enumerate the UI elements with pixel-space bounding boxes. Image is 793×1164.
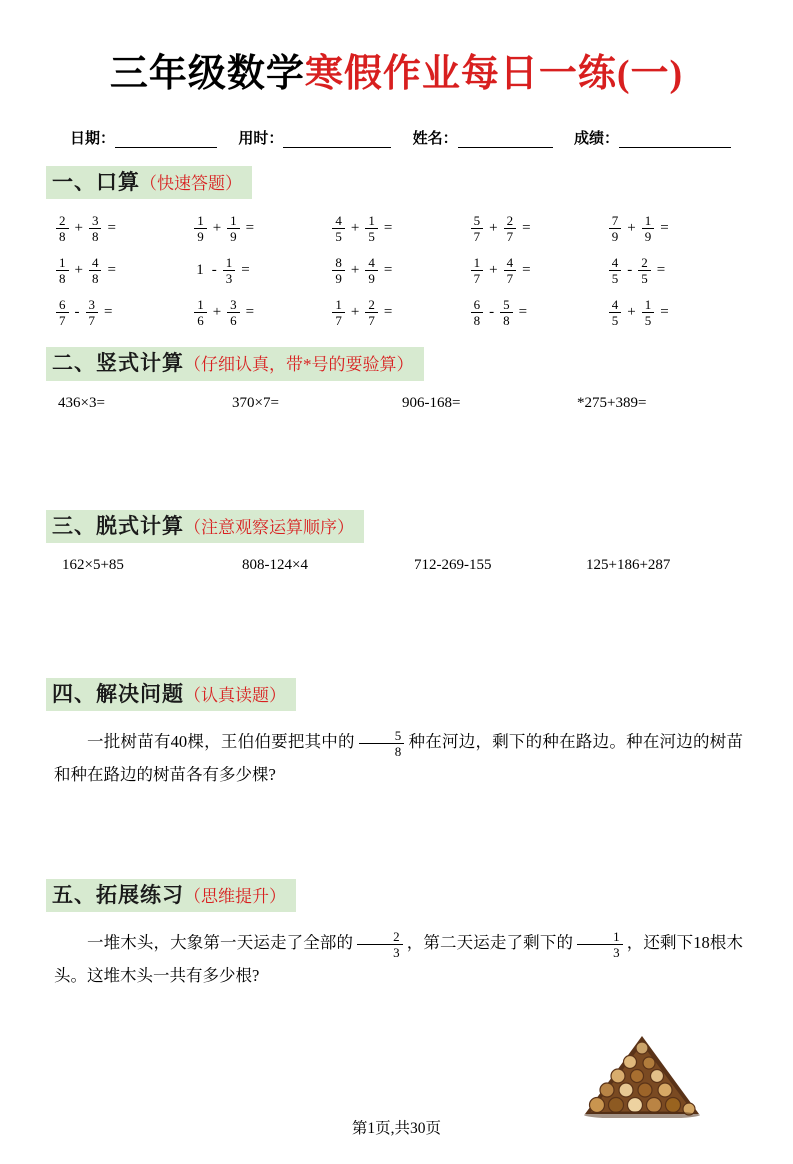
equals: = — [518, 303, 528, 320]
vertical-problem: 370×7= — [232, 394, 279, 411]
oral-item — [607, 211, 745, 245]
fraction: $\frac{6}{7}$ — [56, 298, 69, 327]
equals: = — [522, 261, 531, 278]
fraction: $\frac{1}{7}$ — [471, 256, 484, 285]
fraction: $\frac{5}{8}$ — [500, 298, 513, 327]
score-label: 成绩： — [573, 131, 619, 147]
name-label: 姓名： — [412, 131, 458, 147]
equals: = — [660, 219, 669, 236]
fraction: $\frac{1}{9}$ — [194, 214, 207, 243]
score-blank[interactable] — [619, 133, 731, 148]
tuoshi-problem: 125+186+287 — [586, 556, 671, 573]
oral-item — [54, 211, 192, 245]
worksheet-page — [0, 42, 793, 1164]
section-3-number: 三、脱式计算 — [52, 513, 184, 538]
fraction: $\frac{1}{9}$ — [227, 214, 240, 243]
page-title — [44, 42, 749, 97]
equals: = — [107, 219, 116, 236]
name-blank[interactable] — [458, 133, 553, 148]
tuoshi-problem: 808-124×4 — [242, 556, 308, 573]
oral-item — [469, 253, 607, 287]
woodpile-icon — [577, 1026, 707, 1118]
oral-item — [469, 211, 607, 245]
oral-item — [607, 295, 745, 329]
section-2-header-wrap — [44, 347, 749, 380]
operator: + — [74, 219, 83, 236]
section-5-hint: （思维提升） — [184, 887, 286, 906]
section-1-number: 一、口算 — [52, 170, 140, 194]
oral-item — [192, 211, 330, 245]
name-field[interactable] — [413, 127, 553, 148]
section-2-hint: （仔细认真，带*号的要验算） — [184, 355, 414, 375]
operator: + — [489, 261, 498, 278]
time-field[interactable] — [238, 127, 391, 148]
oral-item — [330, 211, 468, 245]
section-4-number: 四、解决问题 — [52, 681, 184, 706]
operator: - — [627, 261, 633, 278]
fraction: $\frac{1}{3}$ — [223, 256, 236, 285]
fraction: $\frac{8}{9}$ — [332, 256, 345, 285]
fraction: $\frac{3}{7}$ — [86, 298, 99, 327]
page-title-black: 三年级数学 — [109, 53, 305, 95]
page-footer: 第1页,共30页 — [351, 1120, 442, 1137]
operator: + — [627, 303, 636, 320]
operator: + — [350, 303, 360, 320]
fraction: $\frac{1}{5}$ — [365, 214, 378, 243]
oral-item — [192, 253, 330, 287]
fraction: $\frac{4}{8}$ — [89, 256, 102, 285]
section-1-hint: （快速答题） — [140, 174, 242, 193]
operator: + — [489, 219, 498, 236]
section-4-header — [46, 678, 296, 711]
equals: = — [104, 303, 113, 320]
equals: = — [245, 303, 255, 320]
section-2-number: 二、竖式计算 — [52, 351, 184, 376]
section-2-header — [46, 347, 424, 380]
fraction: $\frac{2}{8}$ — [56, 214, 69, 243]
oral-item — [54, 253, 192, 287]
vertical-problems-row — [44, 395, 749, 412]
answer-space[interactable] — [44, 791, 749, 861]
equals: = — [241, 261, 250, 278]
fraction: $\frac{1}{7}$ — [332, 298, 345, 327]
fraction: $\frac{1}{9}$ — [642, 214, 655, 243]
tuoshi-problem: 162×5+85 — [62, 556, 124, 573]
fraction: $\frac{2}{3}$ — [357, 930, 403, 959]
operator: + — [212, 303, 222, 320]
section-3-header-wrap — [44, 510, 749, 543]
date-blank[interactable] — [115, 133, 217, 148]
fraction: $\frac{1}{3}$ — [577, 930, 623, 959]
operator: - — [489, 303, 495, 320]
section-1-header — [46, 166, 252, 199]
section-4-header-wrap — [44, 678, 749, 711]
fraction: $\frac{6}{8}$ — [471, 298, 484, 327]
operator: - — [211, 261, 217, 278]
oral-item — [330, 253, 468, 287]
time-label: 用时： — [238, 131, 284, 147]
fraction: $\frac{2}{7}$ — [365, 298, 378, 327]
fraction: $\frac{1}{6}$ — [194, 298, 207, 327]
date-label: 日期： — [70, 131, 116, 147]
oral-item — [54, 295, 192, 329]
section-3-header — [46, 510, 364, 543]
word-problem-text — [44, 725, 749, 791]
answer-space[interactable] — [44, 574, 749, 660]
fraction: $\frac{4}{7}$ — [504, 256, 517, 285]
operator: + — [74, 261, 83, 278]
fraction: $\frac{4}{5}$ — [609, 298, 622, 327]
fraction: $\frac{2}{5}$ — [638, 256, 651, 285]
extend-problem-part1: 一堆木头，大象第一天运走了全部的 — [87, 933, 354, 953]
fraction: $\frac{5}{8}$ — [359, 729, 405, 758]
operator: + — [350, 219, 360, 236]
operator: + — [627, 219, 636, 236]
time-blank[interactable] — [283, 133, 391, 148]
vertical-problem: 436×3= — [58, 394, 105, 411]
equals: = — [660, 303, 669, 320]
oral-item — [469, 295, 607, 329]
equals: = — [522, 219, 531, 236]
fraction: $\frac{2}{7}$ — [504, 214, 517, 243]
oral-item — [607, 253, 745, 287]
equals: = — [383, 261, 393, 278]
fraction: $\frac{4}{9}$ — [365, 256, 378, 285]
fraction: $\frac{4}{5}$ — [332, 214, 345, 243]
vertical-problem: *275+389= — [577, 394, 647, 411]
extend-problem-part3: ，还剩下18根木头。这堆木头一共有多少根? — [54, 933, 744, 986]
fraction: $\frac{5}{7}$ — [471, 214, 484, 243]
oral-item — [330, 295, 468, 329]
section-1-header-wrap — [44, 166, 749, 199]
tuoshi-problems-row — [44, 557, 749, 574]
fraction: $\frac{1}{5}$ — [642, 298, 655, 327]
fraction: $\frac{1}{8}$ — [56, 256, 69, 285]
extend-problem-part2: ，第二天运走了剩下的 — [406, 933, 574, 953]
operator: + — [212, 219, 222, 236]
section-3-hint: （注意观察运算顺序） — [184, 517, 354, 537]
equals: = — [383, 219, 393, 236]
date-field[interactable] — [70, 127, 217, 148]
section-5-header — [46, 879, 296, 912]
operator: + — [350, 261, 360, 278]
page-title-red: 寒假作业每日一练(一) — [304, 53, 684, 95]
equals: = — [656, 261, 666, 278]
score-field[interactable] — [574, 127, 731, 148]
fraction: $\frac{3}{6}$ — [227, 298, 240, 327]
fraction: $\frac{3}{8}$ — [89, 214, 102, 243]
equals: = — [107, 261, 116, 278]
section-4-hint: （认真读题） — [184, 685, 286, 705]
extend-problem-text — [44, 926, 749, 992]
word-problem-part1: 一批树苗有40棵，王伯伯要把其中的 — [87, 732, 355, 751]
fraction: $\frac{4}{5}$ — [609, 256, 622, 285]
word-problem-part2: 种在河边，剩下的种在路边。种在河边的树苗和种在路边的树苗各有多少棵? — [54, 732, 744, 784]
section-5-number: 五、拓展练习 — [52, 883, 184, 907]
tuoshi-problem: 712-269-155 — [414, 556, 492, 573]
operator: - — [74, 303, 80, 320]
equals: = — [245, 219, 255, 236]
equals: = — [383, 303, 393, 320]
student-info-row — [44, 127, 749, 148]
oral-item — [192, 295, 330, 329]
oral-calc-grid — [44, 211, 749, 329]
whole-number: 1 — [196, 261, 204, 278]
fraction: $\frac{7}{9}$ — [609, 214, 622, 243]
answer-space[interactable] — [44, 412, 749, 492]
section-5-header-wrap — [44, 879, 749, 912]
vertical-problem: 906-168= — [402, 394, 461, 411]
